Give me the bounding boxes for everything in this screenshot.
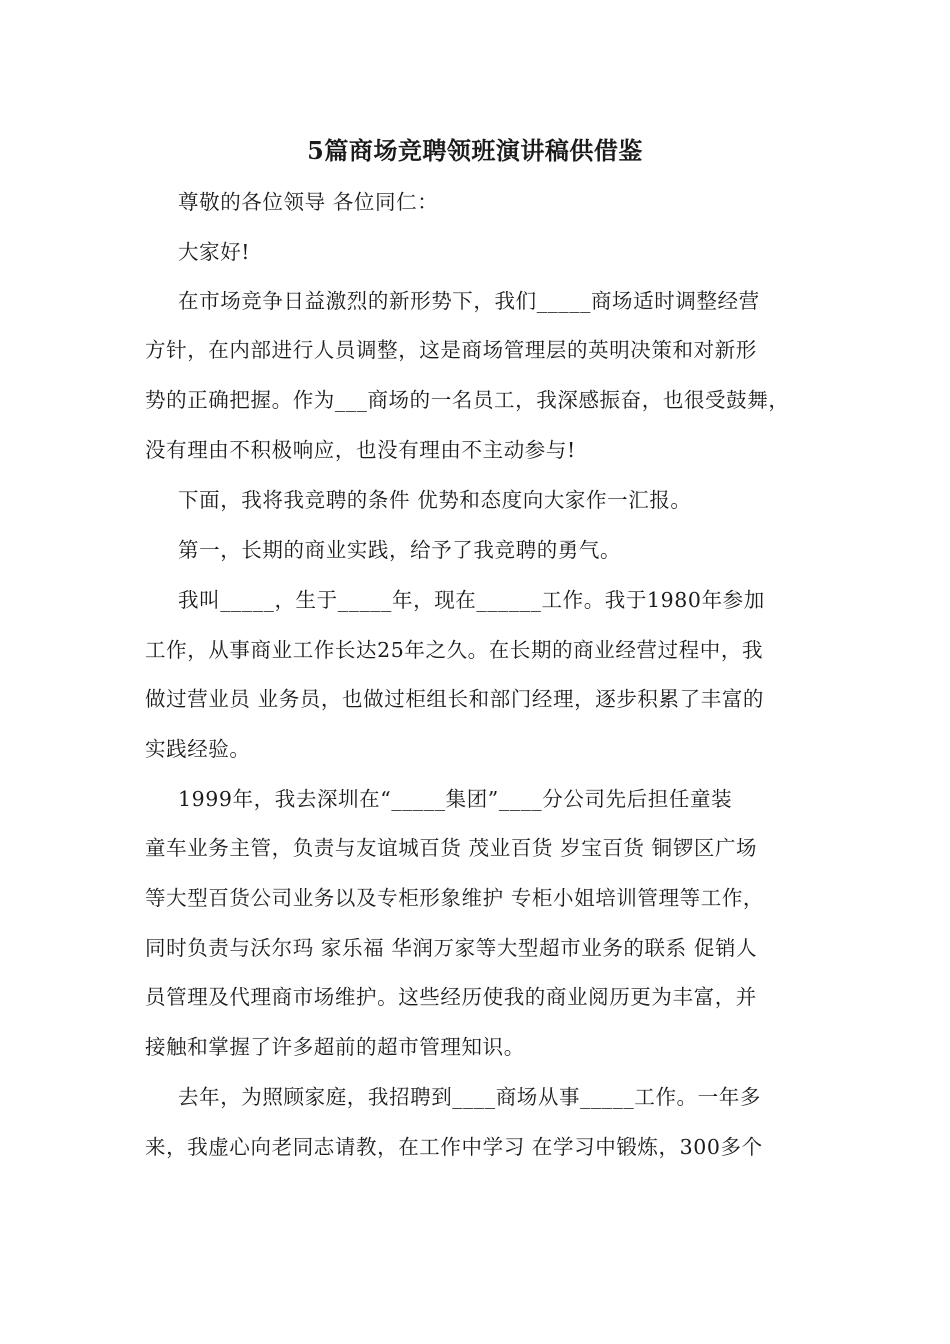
text-line: 尊敬的各位领导 各位同仁： — [178, 190, 439, 214]
text-line: 员管理及代理商市场维护。这些经历使我的商业阅历更为丰富，并 — [145, 985, 757, 1009]
text-line: 工作，从事商业工作长达25年之久。在长期的商业经营过程中，我 — [145, 638, 764, 662]
text-line: 大家好! — [178, 240, 251, 264]
text-line: 在市场竞争日益激烈的新形势下，我们_____商场适时调整经营 — [178, 289, 760, 313]
text-line: 下面，我将我竞聘的条件 优势和态度向大家作一汇报。 — [178, 488, 692, 512]
text-line: 同时负责与沃尔玛 家乐福 华润万家等大型超市业务的联系 促销人 — [145, 936, 758, 960]
text-line: 实践经验。 — [145, 737, 251, 761]
text-line: 童车业务主管，负责与友谊城百货 茂业百货 岁宝百货 铜锣区广场 — [145, 836, 758, 860]
text-line: 没有理由不积极响应，也没有理由不主动参与! — [145, 438, 576, 462]
text-line: 1999年，我去深圳在“_____集团”____分公司先后担任童装 — [178, 787, 733, 811]
text-line: 等大型百货公司业务以及专柜形象维护 专柜小姐培训管理等工作， — [145, 886, 765, 910]
text-line: 去年，为照顾家庭，我招聘到____商场从事_____工作。一年多 — [178, 1085, 761, 1109]
text-line: 第一，长期的商业实践，给予了我竞聘的勇气。 — [178, 538, 622, 562]
text-line: 我叫_____，生于_____年，现在______工作。我于1980年参加 — [178, 588, 765, 612]
text-line: 势的正确把握。作为___商场的一名员工，我深感振奋，也很受鼓舞， — [145, 388, 790, 412]
text-line: 来，我虚心向老同志请教，在工作中学习 在学习中锻炼，300多个 — [145, 1135, 763, 1159]
text-line: 做过营业员 业务员，也做过柜组长和部门经理，逐步积累了丰富的 — [145, 687, 765, 711]
document-title: 5篇商场竞聘领班演讲稿供借鉴 — [307, 136, 643, 165]
text-line: 接触和掌握了许多超前的超市管理知识。 — [145, 1035, 525, 1059]
text-line: 方针，在内部进行人员调整，这是商场管理层的英明决策和对新形 — [145, 338, 757, 362]
